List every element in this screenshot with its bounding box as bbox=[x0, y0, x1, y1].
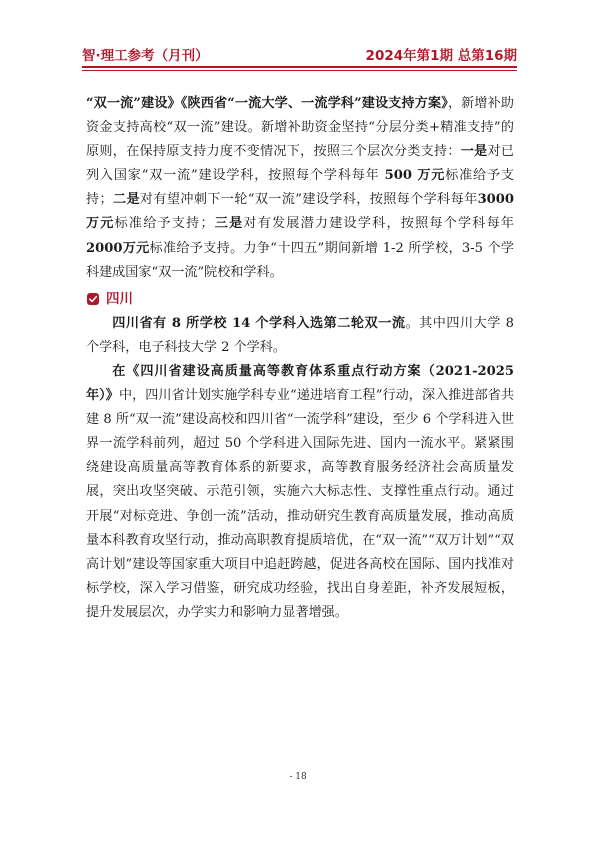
section-title: 四川 bbox=[106, 290, 133, 307]
sichuan-paragraph-1: 四川省有 8 所学校 14 个学科入选第二轮双一流。其中四川大学 8 个学科，电子科技大学 2 个学科。 bbox=[86, 315, 514, 355]
journal-title: 智·理工参考（月刊） bbox=[82, 48, 209, 64]
running-header bbox=[82, 44, 517, 64]
page-body bbox=[86, 92, 514, 625]
section-heading-sichuan bbox=[86, 286, 514, 312]
header-rule-thin bbox=[82, 70, 517, 71]
policy-title: “双一流”建设》《陕西省“一流大学、一流学科”建设支持方案》 bbox=[86, 96, 448, 111]
issue-info: 2024年第1期 总第16期 bbox=[365, 48, 517, 64]
shaanxi-paragraph: “双一流”建设》《陕西省“一流大学、一流学科”建设支持方案》，新增补助资金支持高校“双一流”建设。新增补助资金坚持“分层分类+精准支持”的原则，在保持原支持力度不变情况下，按照三个层次分类支持：一是对已列入国家“双一流”建设学科，按照每个学科每年 500 万元标准给予支持；二是对有望冲刺下一轮“双一流”建设学科，按照每个学科每年3000万元标准给予支持；三是对有发展潜力建设学科，按照每个学科每年2000万元标准给予支持。力争“十四五”期间新增 1-2 所学校，3-5 个学科建成国家“双一流”院校和学科。 bbox=[86, 96, 515, 280]
header-rule bbox=[82, 66, 517, 68]
sichuan-paragraph-2: 在《四川省建设高质量高等教育体系重点行动方案（2021-2025 年）》中，四川省计划实施学科专业“递进培育工程”行动，深入推进部省共建 8 所“双一流”建设高校和四川省“一流学科”建设，至少 6 个学科进入世界一流学科前列，超过 50 个学科进入国际先进、国内一流水平。紧紧围绕建设高质量高等教育体系的新要求，高等教育服务经济社会高质量发展，突出攻坚突破、示范引领，实施六大标志性、支撑性重点行动。通过开展“对标竞进、争创一流”活动，推动研究生教育高质量发展，推动高质量本科教育攻坚行动，推动高职教育提质培优，在“双一流”“双万计划”“双高计划”建设等国家重大项目中追赶跨越，促进各高校在国际、国内找准对标学校，深入学习借鉴，研究成功经验，找出自身差距，补齐发展短板，提升发展层次，办学实力和影响力显著增强。 bbox=[86, 363, 515, 620]
page-number: - 18 bbox=[289, 772, 307, 782]
checkbox-icon bbox=[86, 292, 100, 306]
